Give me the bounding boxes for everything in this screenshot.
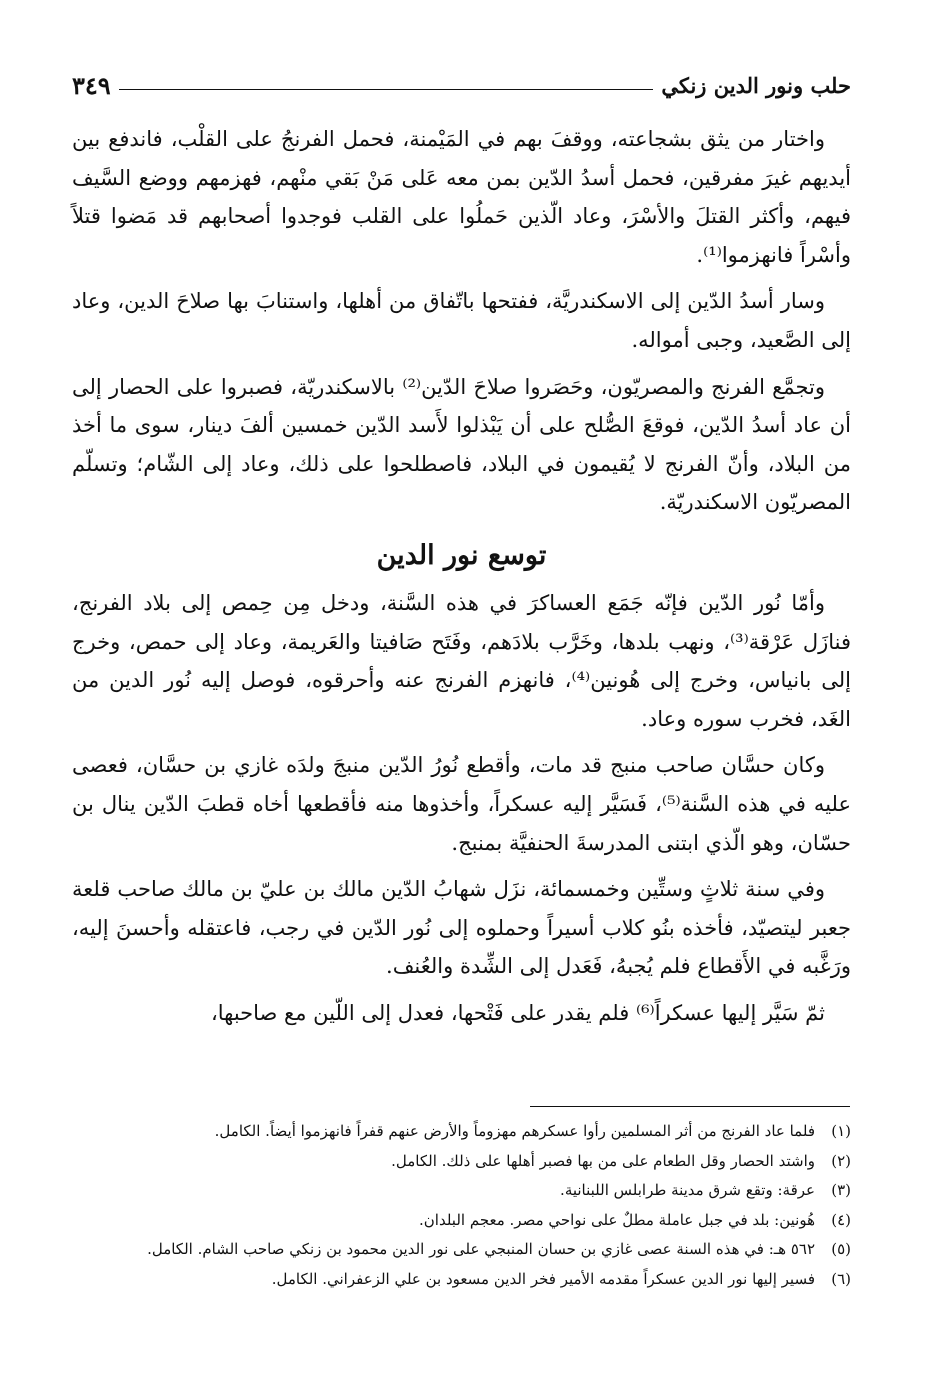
footnote-text: ٥٦٢ هـ: في هذه السنة عصى غازي بن حسان المنبجي على نور الدين محمود بن زنكي صاحب الشام. الكامل. [147,1240,815,1258]
footnote-number: (٣) [831,1181,851,1199]
footnote [72,1266,851,1294]
footnote-text: واشتد الحصار وقل الطعام على من بها فصبر أهلها على ذلك. الكامل. [391,1151,815,1170]
footnote [72,1177,851,1205]
paragraph: واختار من يثق بشجاعته، ووقفَ بهم في المَيْمنة، فحمل الفرنجُ على القلْب، فاندفع بين أيديهم غيرَ مفرقين، فحمل أسدُ الدّين بمن معه عَلى مَنْ بَقي منْهم، فهزمهم ووضع السَّيف فيهم، وأكثر القتلَ والأسْرَ، وعاد الّذين حَملُوا على القلب فوجدوا أصحابهم قد مَضوا قتلاً وأسْراً فانهزموا⁽¹⁾. [72,127,851,267]
paragraph: وأمّا نُور الدّين فإنّه جَمَع العساكرَ في هذه السَّنة، ودخل مِن حِمص إلى بلاد الفرنج، فنازَل عَرْقة⁽³⁾، ونهب بلدها، وخَرَّب بلادَهم، وفَتَح صَافيتا والعَريمة، وعاد إلى حمص، وخرج إلى بانياس، وخرج إلى هُونين⁽⁴⁾، فانهزم الفرنج عنه وأحرقوه، فوصل إليه نُور الدين من الغَد، فخرب سوره وعاد. [72,590,851,731]
footnote-separator [530,1106,850,1107]
footnote-number: (٦) [831,1269,851,1288]
footnote [72,1118,851,1146]
footnote-number: (٥) [831,1240,851,1258]
paragraph: وسار أسدُ الدّين إلى الاسكندريَّة، ففتحها باتّفاق من أهلها، واستنابَ بها صلاحَ الدين، وعاد إلى الصَّعيد، وجبى أمواله. [72,289,851,352]
footnote [72,1148,851,1176]
footnote [72,1207,851,1235]
footnote-text: فلما عاد الفرنج من أثر المسلمين رأوا عسكرهم مهزوماً والأرض عنهم قفراً فانهزموا أيضاً. الكامل. [214,1122,815,1140]
page-number: ٣٤٩ [72,71,111,100]
header-rule [119,89,654,90]
paragraph: وكان حسَّان صاحب منبج قد مات، وأقطع نُورُ الدّين منبجَ ولدَه غازي بن حسَّان، فعصى عليه في هذه السَّنة⁽⁵⁾، فَسَيَّر إليه عسكراً، وأخذوها منه فأقطعها أخاه قطبَ الدّين ينال بن حسّان، وهو الّذي ابتنى المدرسةَ الحنفيَّة بمنبج. [72,753,852,855]
footnote [72,1236,851,1264]
footnote-text: عرقة: وتقع شرق مدينة طرابلس اللبنانية. [560,1181,815,1199]
footnote-number: (٤) [831,1210,851,1229]
paragraph: وفي سنة ثلاثٍ وستِّين وخمسمائة، نزَل شهابُ الدّين مالك بن عليّ بن مالك صاحب قلعة جعبر ليتصيّد، فأخذه بنُو كلاب أسيراً وحملوه إلى نُور الدّين في رجب، فاعتقله وأحسنَ إليه، ورَغَّبه في الأَقطاع فلم يُجبهُ، فَعَدل إلى الشِّدة والعُنف. [72,877,851,979]
running-title: حلب ونور الدين زنكي [661,73,851,98]
footnote-text: فسير إليها نور الدين عسكراً مقدمه الأمير فخر الدين مسعود بن علي الزعفراني. الكامل. [271,1269,815,1288]
running-header [72,62,851,102]
paragraph: ثمّ سَيَّر إليها عسكراً⁽⁶⁾ فلم يقدر على فَتْحها، فعدل إلى اللّين مع صاحبها، [210,1000,825,1025]
paragraph: وتجمَّع الفرنج والمصريّون، وحَصَروا صلاحَ الدّين⁽²⁾ بالاسكندريّة، فصبروا على الحصار إلى أن عاد أسدُ الدّين، فوقعَ الصُّلح على أن يَبْذلوا لأَسد الدّين خمسين ألفَ دينار، سوى ما أخذ من البلاد، وأنّ الفرنج لا يُقيمون في البلاد، فاصطلحوا على ذلك، وعاد إلى الشّام؛ وتسلّم المصريّون الاسكندريّة. [72,374,851,515]
footnotes [72,1118,851,1295]
footnote-number: (١) [831,1122,851,1140]
footnote-number: (٢) [831,1151,851,1170]
main-text [72,120,851,1040]
footnote-text: هُونين: بلد في جبل عاملة مطلٌ على نواحي مصر. معجم البلدان. [419,1210,815,1229]
section-heading: توسع نور الدين [376,539,547,571]
